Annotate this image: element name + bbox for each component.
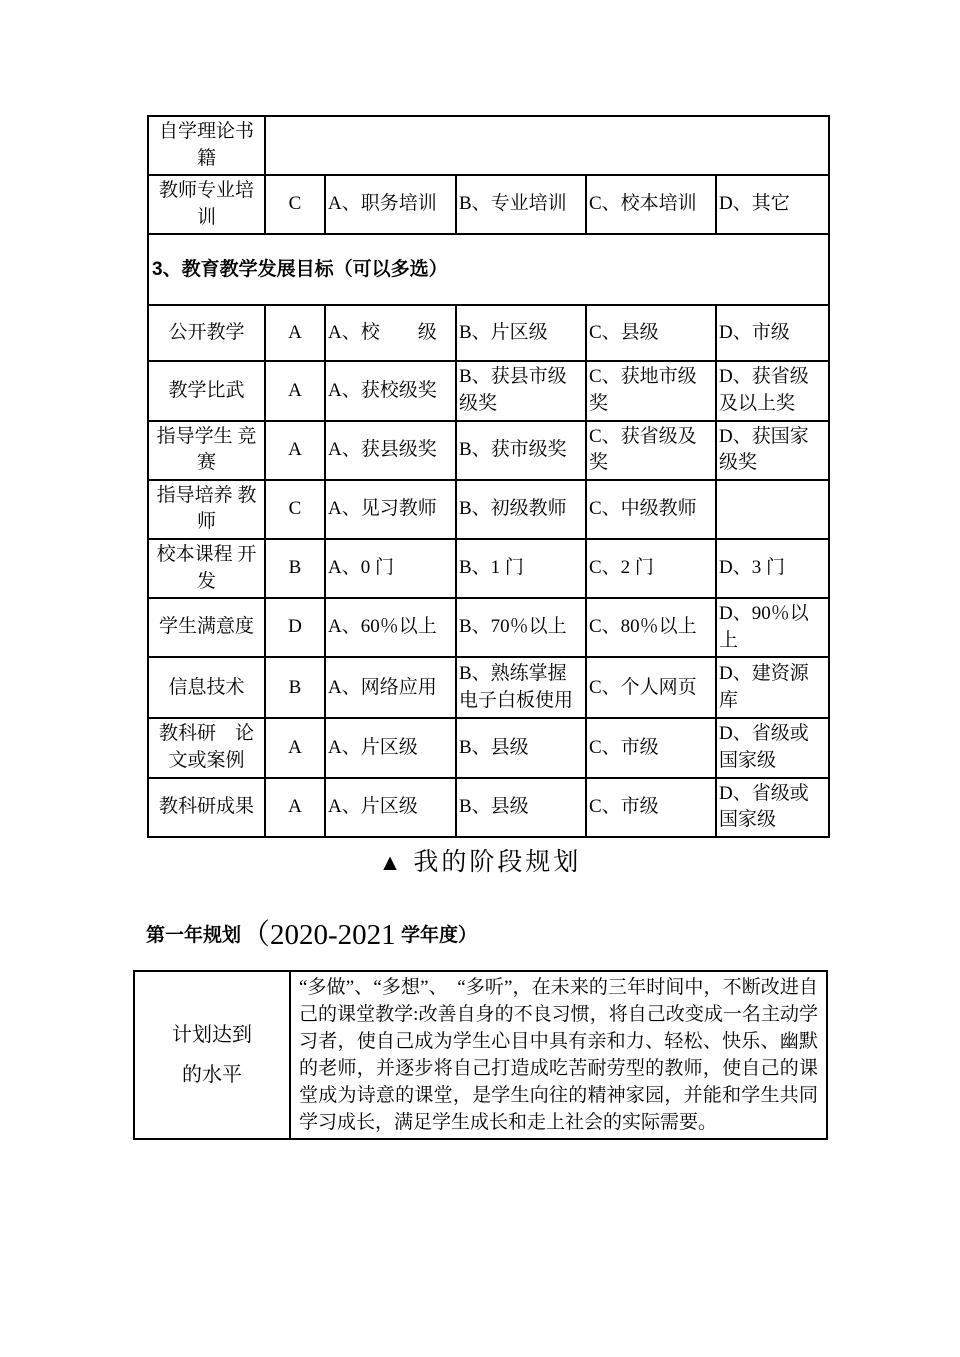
- option-c: C、校本培训: [586, 175, 716, 234]
- option-d: D、其它: [716, 175, 829, 234]
- selected-letter: D: [265, 598, 325, 657]
- first-year-plan-heading: [146, 912, 477, 953]
- option-c: C、2 门: [586, 539, 716, 598]
- option-b: B、1 门: [456, 539, 586, 598]
- option-d: D、建资源库: [716, 657, 829, 718]
- table-row: [148, 598, 829, 657]
- option-b: B、获市级奖: [456, 421, 586, 480]
- option-a: A、片区级: [325, 778, 456, 837]
- option-a: A、见习教师: [325, 480, 456, 539]
- option-d: D、90％以上: [716, 598, 829, 657]
- table-row: [148, 116, 829, 175]
- selected-letter: A: [265, 305, 325, 361]
- option-c: C、获地市级奖: [586, 361, 716, 420]
- plan-heading-prefix: 第一年规划: [146, 925, 242, 946]
- option-c: C、市级: [586, 778, 716, 837]
- option-a: A、网络应用: [325, 657, 456, 718]
- plan-label-line2: 的水平: [182, 1064, 242, 1086]
- selected-letter: A: [265, 778, 325, 837]
- option-d: D、获国家级奖: [716, 421, 829, 480]
- selected-letter: C: [265, 175, 325, 234]
- option-c: C、80％以上: [586, 598, 716, 657]
- selected-letter: B: [265, 657, 325, 718]
- section-row: [148, 234, 829, 305]
- option-a: A、片区级: [325, 718, 456, 777]
- table-row: [148, 778, 829, 837]
- option-d: [716, 480, 829, 539]
- option-b: B、70％以上: [456, 598, 586, 657]
- plan-content-cell: “多做”、“多想”、 “多听”，在未来的三年时间中，不断改进自己的课堂教学:改善自身的不良习惯，将自己改变成一名主动学习者，使自己成为学生心目中具有亲和力、轻松、快乐、幽默的老师，并逐步将自己打造成吃苦耐劳型的教师，使自己的课堂成为诗意的课堂，是学生向往的精神家园，并能和学生共同学习成长，满足学生成长和走上社会的实际需要。: [290, 971, 827, 1139]
- selected-letter: A: [265, 718, 325, 777]
- row-label: 学生满意度: [148, 598, 265, 657]
- option-b: B、熟练掌握电子白板使用: [456, 657, 586, 718]
- row-label: 公开教学: [148, 305, 265, 361]
- table-row: [148, 175, 829, 234]
- option-a: A、获校级奖: [325, 361, 456, 420]
- plan-label-cell: [134, 971, 290, 1139]
- option-d: D、省级或国家级: [716, 718, 829, 777]
- option-d: D、3 门: [716, 539, 829, 598]
- option-c: C、县级: [586, 305, 716, 361]
- row-label: 教科研 论文或案例: [148, 718, 265, 777]
- plan-heading-years: （2020-2021: [241, 919, 396, 951]
- option-c: C、个人网页: [586, 657, 716, 718]
- option-d: D、获省级及以上奖: [716, 361, 829, 420]
- plan-label-line1: 计划达到: [172, 1024, 252, 1046]
- row-label: 校本课程 开发: [148, 539, 265, 598]
- option-a: A、获县级奖: [325, 421, 456, 480]
- triangle-marker-icon: ▲: [378, 850, 402, 875]
- table-row: [148, 480, 829, 539]
- row-label: 教学比武: [148, 361, 265, 420]
- table-row: [148, 657, 829, 718]
- option-a: A、校 级: [325, 305, 456, 361]
- row-label: 教科研成果: [148, 778, 265, 837]
- option-b: B、初级教师: [456, 480, 586, 539]
- option-b: B、获县市级级奖: [456, 361, 586, 420]
- option-d: D、省级或国家级: [716, 778, 829, 837]
- option-c: C、中级教师: [586, 480, 716, 539]
- option-b: B、县级: [456, 718, 586, 777]
- option-a: A、60％以上: [325, 598, 456, 657]
- table-row: [148, 361, 829, 420]
- option-a: A、0 门: [325, 539, 456, 598]
- stage-plan-heading: [0, 842, 960, 878]
- selected-letter: A: [265, 421, 325, 480]
- row-label: 指导学生 竞赛: [148, 421, 265, 480]
- row-label: 信息技术: [148, 657, 265, 718]
- table-row: [148, 305, 829, 361]
- table-row: [148, 421, 829, 480]
- survey-table: [147, 115, 830, 838]
- plan-table-row: [134, 971, 827, 1139]
- row-label: 指导培养 教师: [148, 480, 265, 539]
- option-b: B、县级: [456, 778, 586, 837]
- plan-heading-suffix: 学年度）: [395, 925, 477, 946]
- option-b: B、片区级: [456, 305, 586, 361]
- option-a: A、职务培训: [325, 175, 456, 234]
- table-row: [148, 718, 829, 777]
- row-label: 教师专业培训: [148, 175, 265, 234]
- section-title: 3、教育教学发展目标（可以多选）: [148, 234, 829, 305]
- plan-table: [133, 970, 828, 1140]
- selected-letter: A: [265, 361, 325, 420]
- row-label: 自学理论书籍: [148, 116, 265, 175]
- empty-cell: [265, 116, 829, 175]
- option-c: C、市级: [586, 718, 716, 777]
- stage-plan-title: 我的阶段规划: [413, 849, 582, 876]
- option-b: B、专业培训: [456, 175, 586, 234]
- selected-letter: B: [265, 539, 325, 598]
- option-d: D、市级: [716, 305, 829, 361]
- option-c: C、获省级及奖: [586, 421, 716, 480]
- table-row: [148, 539, 829, 598]
- selected-letter: C: [265, 480, 325, 539]
